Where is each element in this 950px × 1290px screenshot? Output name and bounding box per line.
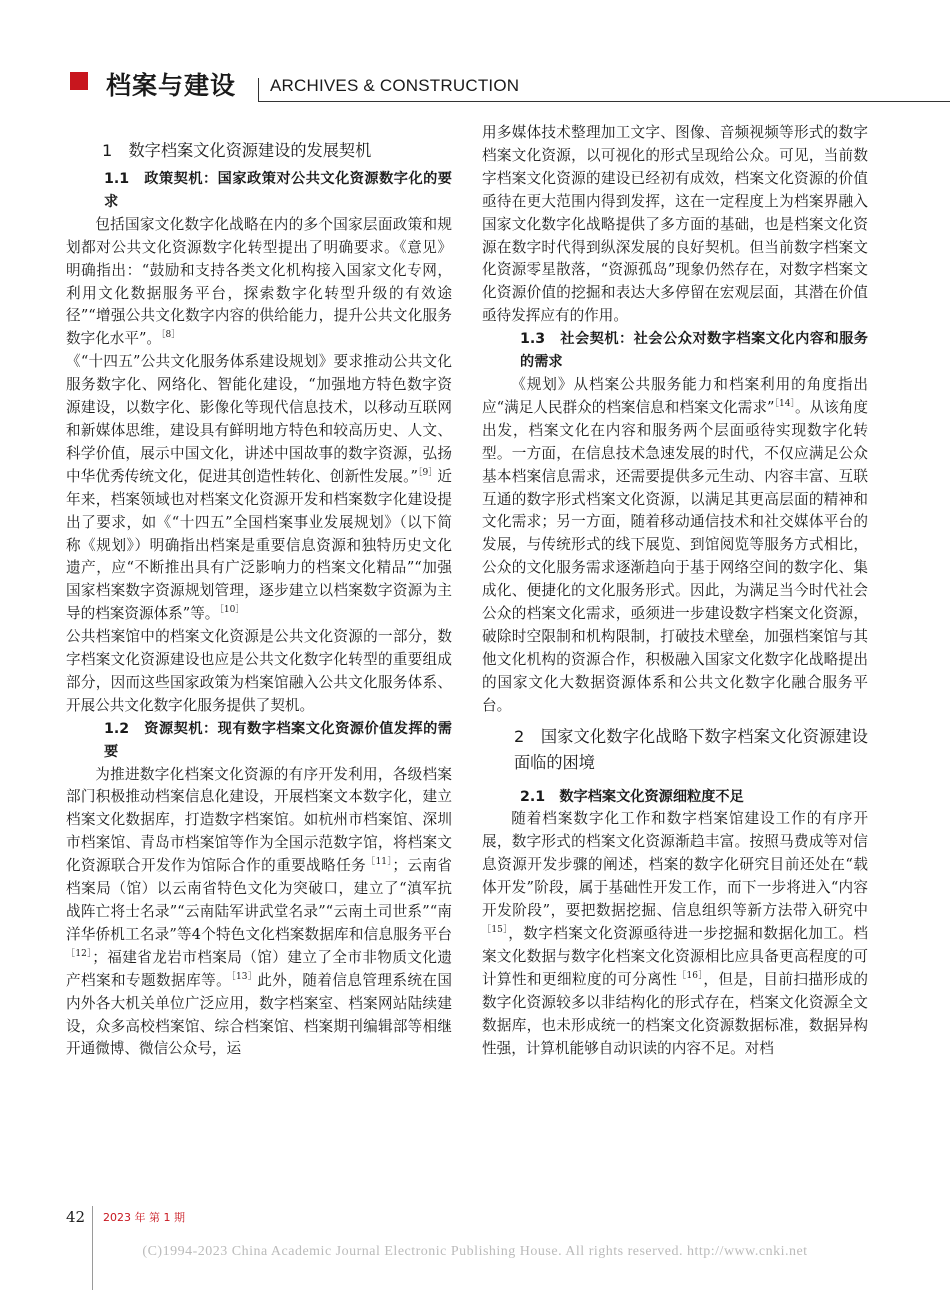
citation: ［9］ [417, 467, 438, 478]
paragraph: 《“十四五”公共文化服务体系建设规划》要求推动公共文化服务数字化、网络化、智能化建设，“加强地方特色数字资源建设，以数字化、影像化等现代信息技术，以移动互联网和新媒体思维，建设具有鲜明地方特色和较高历史、人文、科学价值，展示中国文化，讲述中国故事的数字资源，弘扬中华优秀传统文化，促进其创造性转化、创新性发展。”$^{[9]}$近年来，档案领域也对档案文化资源开发和档案数字化建设提出了要求，如《“十四五”全国档案事业发展规划》（以下简称《规划》）明确指出档案是重要信息资源和独特历史文化遗产，应“不断推出具有广泛影响力的档案文化精品”“加强国家档案数字资源规划管理，逐步建立以档案数字资源为主导的档案资源体系”等。$^{[10]}$ [66, 353, 452, 623]
citation: ［15］ [482, 925, 509, 935]
section-1-2-heading: 1.2 资源契机：现有数字档案文化资源价值发挥的需要 [104, 720, 452, 760]
citation: ［11］ [366, 857, 393, 868]
header-rule [258, 101, 950, 102]
section-1-3-heading: 1.3 社会契机：社会公众对数字档案文化内容和服务的需求 [520, 331, 868, 371]
page-number: 42 [66, 1208, 86, 1226]
citation: ［12］ [66, 948, 93, 959]
paragraph: 为推进数字化档案文化资源的有序开发利用，各级档案部门积极推动档案信息化建设，开展档案文本数字化，建立档案文化数据库，打造数字档案馆。如杭州市档案馆、深圳市档案馆、青岛市档案馆等作为全国示范数字馆，将档案文化资源联合开发作为馆际合作的重要战略任务$^{[11]}$；云南省档案局（馆）以云南省特色文化为突破口，建立了“滇军抗战阵亡将士名录”“云南陆军讲武堂名录”“云南土司世系”“南洋华侨机工名录”等4个特色文化档案数据库和信息服务平台$^{[12]}$；福建省龙岩市档案局（馆）建立了全市非物质文化遗产档案和专题数据库等。$^{[13]}$此外，随着信息管理系统在国内外各大机关单位广泛应用，数字档案室、档案网站陆续建设，众多高校档案馆、综合档案馆、档案期刊编辑部等相继开通微博、微信公众号，运 [66, 765, 452, 1058]
citation: ［8］ [161, 330, 181, 341]
paragraph: 用多媒体技术整理加工文字、图像、音频视频等形式的数字档案文化资源，以可视化的形式呈现给公众。可见，当前数字档案文化资源的建设已经初有成效，档案文化资源的价值亟待在更大范围内得到发挥，这在一定程度上为档案界融入国家文化数字化战略提供了多方面的基础，也是档案文化资源在数字时代得到纵深发展的良好契机。但当前数字档案文化资源零星散落，“资源孤岛”现象仍然存在，对数字档案文化资源价值的挖掘和表达大多停留在宏观层面，其潜在价值亟待发挥应有的作用。 [482, 124, 868, 325]
section-1-heading: 1 数字档案文化资源建设的发展契机 [102, 141, 372, 160]
right-column [482, 122, 868, 1060]
journal-title: 档案与建设 [106, 71, 237, 100]
paragraph: 公共档案馆中的档案文化资源是公共文化资源的一部分，数字档案文化资源建设也应是公共文化数字化转型的重要组成部分，因而这些国家政策为档案馆融入公共文化服务体系、开展公共文化数字化服务提供了契机。 [66, 628, 452, 714]
section-2-1-heading: 2.1 数字档案文化资源细粒度不足 [520, 788, 744, 805]
section-1-1-heading: 1.1 政策契机：国家政策对公共文化资源数字化的要求 [104, 171, 452, 210]
left-column [66, 138, 452, 1061]
journal-english-title: ARCHIVES & CONSTRUCTION [270, 76, 520, 95]
citation: ［13］ [231, 971, 258, 982]
issue-label: 2023 年 第 1 期 [103, 1211, 185, 1224]
citation: ［10］ [219, 605, 245, 616]
citation: ［16］ [677, 970, 704, 981]
copyright-notice: (C)1994-2023 China Academic Journal Electronic Publishing House. All rights reserved. http://www.cnki.net [142, 1244, 808, 1259]
citation: ［14］ [774, 398, 795, 409]
header-divider-tick [258, 78, 259, 101]
paragraph: 《规划》从档案公共服务能力和档案利用的角度指出应“满足人民群众的档案信息和档案文化需求”$^{[14]}$。从该角度出发，档案文化在内容和服务两个层面亟待实现数字化转型。一方面，在信息技术急速发展的时代，不仅应满足公众基本档案信息需求，还需要提供多元生动、内容丰富、互联互通的数字形式档案文化资源，以满足其更高层面的精神和文化需求；另一方面，随着移动通信技术和社交媒体平台的发展，与传统形式的线下展览、到馆阅览等服务方式相比，公众的文化服务需求逐渐趋向于基于网络空间的数字化、集成化、便捷化的文化服务形式。因此，为满足当今时代社会公众的档案文化需求，亟须进一步建设数字档案文化资源，破除时空限制和机构限制，打破技术壁垒，加强档案馆与其他文化机构的资源合作，积极融入国家文化数字化战略提出的国家文化大数据资源体系和公共文化数字化融合服务平台。 [482, 375, 868, 714]
paragraph: 随着档案数字化工作和数字档案馆建设工作的有序开展，数字形式的档案文化资源渐趋丰富。按照马费成等对信息资源开发步骤的阐述，档案的数字化研究目前还处在“载体开发”阶段，属于基础性开发工作，而下一步将进入“内容开发阶段”，要把数据挖掘、信息组织等新方法带入研究中$^{[15]}$，数字档案文化资源亟待进一步挖掘和数据化加工。档案文化数据与数字化档案文化资源相比应具备更高程度的可计算性和更细粒度的可分离性$^{[16]}$，但是，目前扫描形成的数字化资源较多以非结构化的形式存在，档案文化资源全文数据库，也未形成统一的档案文化资源数据标准，数据异构性强，计算机能够自动识读的内容不足。对档 [482, 810, 868, 1057]
section-2-heading: 2 国家文化数字化战略下数字档案文化资源建设面临的困境 [514, 726, 868, 772]
paragraph: 包括国家文化数字化战略在内的多个国家层面政策和规划都对公共文化资源数字化转型提出了明确要求。《意见》明确指出：“鼓励和支持各类文化机构接入国家文化专网，利用文化数据服务平台，探索数字化转型升级的有效途径”“增强公共文化数字内容的供给能力，提升公共文化服务数字化水平”。$^{[8]}$ [66, 215, 452, 348]
header-brand-square [70, 72, 88, 90]
